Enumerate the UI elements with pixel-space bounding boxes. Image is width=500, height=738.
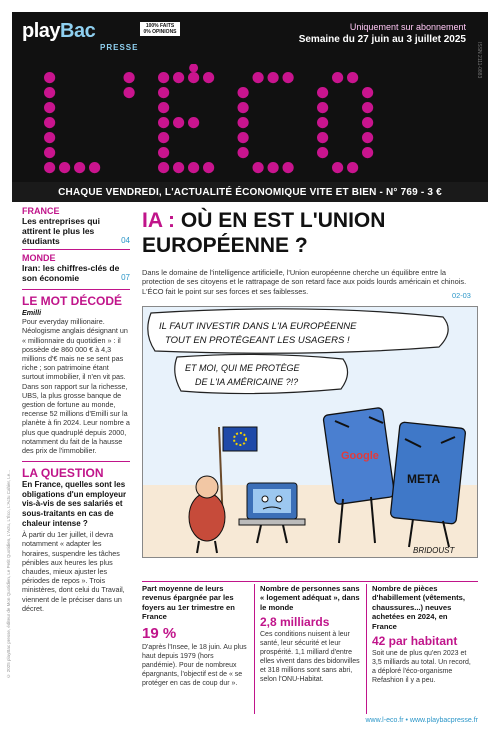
title-dot [362,117,373,128]
mot-decode-text: Pour everyday millionaire. Néologisme anglais désignant un « millionnaire du quotidien » : il possède de 860 000 € à 4,3 millions d'€ mais ne se sent pas riche ; son patrimoine étant surtout immobilier, il n'en vit pas. Dans son rapport sur la richesse, UBS, la plus grosse banque de gestion de fortune au monde, recense 52 millions d'Emilli sur la planète à fin 2024. Leur nombre a plus que quadruplé depuis 2000, notamment du fait de la hausse des prix de l'immobilier. [22,317,130,456]
sidebar-item-france[interactable]: FRANCE Les entreprises qui attirent le plus les étudiants 04 [22,206,130,246]
divider [22,289,130,290]
title-dot [238,117,249,128]
title-dot [124,72,135,83]
bubble-1-line-2: TOUT EN PROTÉGEANT LES USAGERS ! [165,335,350,346]
sidebar-item-monde[interactable]: MONDE Iran: les chiffres-clés de son économie 07 [22,253,130,283]
subscription-note: Uniquement sur abonnement [349,22,466,32]
cartoon-illustration [142,306,478,558]
main-intro: Dans le domaine de l'intelligence artificielle, l'Union européenne cherche un équilibre entre la protection de ses citoyens et le rattrapage de son retard face aux poids lourds américain et chinois. L'ÉCO fait le point sur ses forces et ses faiblesses. [142,268,467,296]
issue-week: Semaine du 27 juin au 3 juillet 2025 [298,34,466,45]
tagline: CHAQUE VENDREDI, L'ACTUALITÉ ÉCONOMIQUE VITE ET BIEN - N° 769 - 3 € [12,182,488,202]
question-headline: En France, quelles sont les obligations d'un employeur vis-à-vis de ses salariés et sous-traitants en cas de chaleur intense ? [22,480,127,528]
title-dot [203,162,214,173]
title-dot [332,162,343,173]
title-dot [362,102,373,113]
title-dot [124,87,135,98]
divider [22,249,130,250]
title-dot [173,117,184,128]
title-dot [44,162,55,173]
title-dot [283,72,294,83]
title-dot [158,72,169,83]
title-dot [317,87,328,98]
title-dot [238,132,249,143]
title-dot [238,147,249,158]
title-dot [158,102,169,113]
title-dot [317,102,328,113]
title-dot [362,132,373,143]
facts-badge: 100% FAITS 0% OPINIONS [140,22,180,36]
title-dot [59,162,70,173]
masthead-title-dots [42,64,462,176]
google-label: Google [341,450,379,462]
title-accent-dot [189,64,198,72]
divider [22,461,130,462]
title-dot [362,147,373,158]
title-dot [44,117,55,128]
title-dot [317,132,328,143]
issn: ISSN 2111-0883 [476,42,482,79]
playbac-logo[interactable]: playBac [22,20,96,42]
key-figures [142,584,478,714]
title-dot [317,147,328,158]
vertical-credit: © 2025 playBac presse, éditeur de Mon Quotidien, Le Petit Quotidien, L'Actu, L'Éco, L'Actu Cahier, Le... [6,470,11,679]
title-dot [347,162,358,173]
title-dot [158,117,169,128]
meta-label: META [407,472,441,486]
title-dot [158,147,169,158]
masthead [12,12,488,182]
question-text: À partir du 1er juillet, il devra notamment « adapter les horaires, suspendre les tâches pénibles aux heures les plus chaudes, mieux ajuster les périodes de repos ». Trois ministères, dont celui du Travail, viennent de le préciser dans un décret. [22,530,125,613]
title-dot [173,72,184,83]
title-dot [347,72,358,83]
title-dot [317,117,328,128]
title-dot [74,162,85,173]
title-dot [188,117,199,128]
title-dot [203,72,214,83]
title-dot [89,162,100,173]
title-dot [268,72,279,83]
title-dot [44,102,55,113]
playbac-presse-label: PRESSE [100,43,139,52]
title-dot [173,162,184,173]
stat-housing: Nombre de personnes sans « logement adéquat », dans le monde 2,8 milliards Ces conditions nuisent à leur santé, leur sécurité et leur prospérité. 1,1 milliard d'entre elles vivent dans des bidonvilles et 318 millions sont sans abri, selon l'ONU-Habitat. [254,584,366,714]
main-page-ref: 02-03 [452,291,471,300]
title-dot [44,132,55,143]
cartoon-signature: BRIDOUST [413,546,455,555]
title-dot [283,162,294,173]
title-dot [268,162,279,173]
title-dot [362,87,373,98]
stats-divider [142,581,478,582]
sidebar [22,206,130,613]
cartoon-drawing [143,307,478,558]
title-dot [158,132,169,143]
mot-decode-word: Emilli [22,308,42,317]
question-title: LA QUESTION [22,466,104,481]
title-dot [44,72,55,83]
title-dot [44,147,55,158]
title-dot [332,72,343,83]
title-dot [188,162,199,173]
title-dot [188,72,199,83]
main-headline[interactable]: IA : OÙ EN EST L'UNION EUROPÉENNE ? [142,209,386,257]
title-dot [238,87,249,98]
title-dot [44,87,55,98]
bubble-1-line-1: IL FAUT INVESTIR DANS L'IA EUROPÉENNE [159,321,357,332]
stat-savings: Part moyenne de leurs revenus épargnée par les foyers au 1er trimestre en France 19 % D'après l'Insee, le 18 juin. Au plus haut depuis 1979 (hors pandémie). Pour de nombreux épargnants, l'objectif est de « se protéger en cas de coup dur ». [142,584,247,687]
stat-clothing: Nombre de pièces d'habillement (vêtements, chaussures...) neuves achetées en 2024, en France 42 par habitant Soit une de plus qu'en 2023 et 3,5 milliards au total. Un record, a déploré l'éco-organisme Refashion il y a peu. [366,584,478,714]
title-dot [253,162,264,173]
mot-decode-title: LE MOT DÉCODÉ [22,294,123,308]
title-dot [158,162,169,173]
bubble-2-line-1: ET MOI, QUI ME PROTÈGE [185,363,300,373]
title-dot [158,87,169,98]
title-dot [238,102,249,113]
footer-links[interactable]: www.l-eco.fr • www.playbacpresse.fr [365,717,478,724]
title-dot [253,72,264,83]
bubble-2-line-2: DE L'IA AMÉRICAINE ?!? [195,377,299,387]
